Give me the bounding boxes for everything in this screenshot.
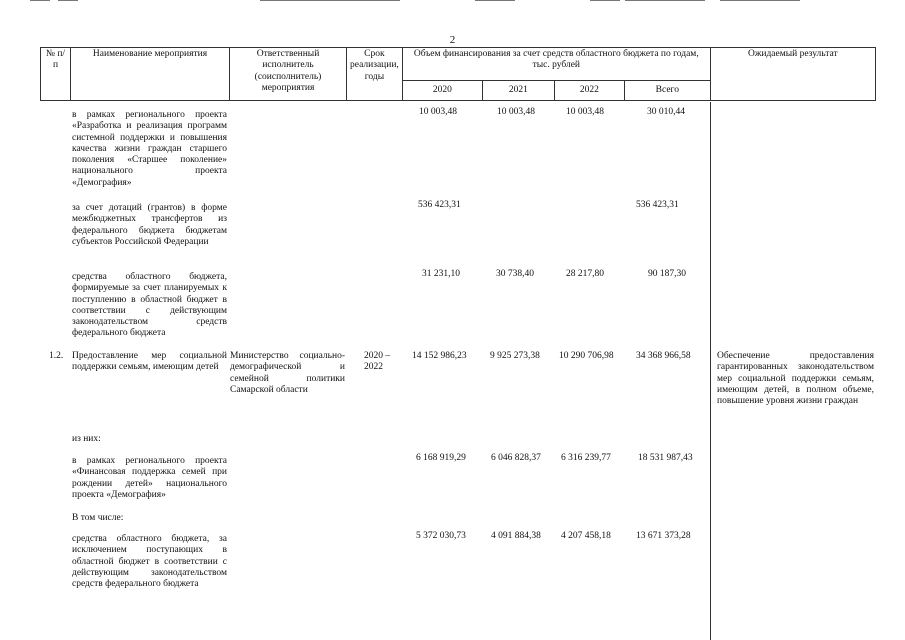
header-funding: Объем финансирования за счет средств областного бюджета по годам, тыс. рублей [402, 48, 710, 81]
table-header [40, 47, 876, 101]
row-description: средства областного бюджета, за исключением поступающих в областной бюджет в соответствии с действующим законодательством средств федерального бюджета [72, 534, 227, 590]
header-term: Срок реализации, годы [347, 48, 403, 101]
scan-mark [625, 0, 705, 1]
header-year-2022: 2022 [554, 81, 624, 101]
row-responsible: Министерство социально-демографической и семейной политики Самарской области [230, 351, 345, 395]
header-year-2020: 2020 [402, 81, 482, 101]
value-total: 30 010,44 [647, 107, 685, 117]
value-2020: 5 372 030,73 [416, 531, 466, 541]
header-result: Ожидаемый результат [710, 48, 875, 101]
row-result: Обеспечение предоставления гарантированных законодательством мер социальной поддержки семьям, имеющим детей, в полном объеме, повышение уровня жизни граждан [717, 351, 874, 407]
row-number: 1.2. [49, 351, 64, 361]
value-total: 13 671 373,28 [636, 531, 691, 541]
value-2022: 28 217,80 [566, 269, 604, 279]
header-responsible: Ответственный исполнитель (соисполнитель) мероприятия [230, 48, 347, 101]
value-2022: 6 316 239,77 [561, 453, 611, 463]
value-total: 18 531 987,43 [638, 453, 693, 463]
row-description: В том числе: [72, 513, 124, 523]
value-2021: 6 046 828,37 [491, 453, 541, 463]
value-2022: 10 290 706,98 [559, 351, 614, 361]
scan-mark [260, 0, 400, 1]
scan-mark [475, 0, 515, 1]
scan-mark [590, 0, 620, 1]
value-total: 34 368 966,58 [636, 351, 691, 361]
scan-mark [30, 0, 50, 1]
header-num: № п/п [41, 48, 71, 101]
value-total: 536 423,31 [636, 200, 679, 210]
scan-mark [720, 0, 800, 1]
header-name: Наименование мероприятия [71, 48, 230, 101]
header-year-2021: 2021 [482, 81, 554, 101]
row-description: средства областного бюджета, формируемые за счет планируемых к поступлению в областной бюджет в соответствии с действующим законодательством средств федерального бюджета [72, 272, 227, 339]
value-2020: 10 003,48 [419, 107, 457, 117]
page-number: 2 [449, 34, 456, 46]
row-description: Предоставление мер социальной поддержки семьям, имеющим детей [72, 351, 227, 373]
value-2020: 31 231,10 [422, 269, 460, 279]
header-year-total: Всего [624, 81, 710, 101]
value-2021: 4 091 884,38 [491, 531, 541, 541]
scan-mark [58, 0, 78, 1]
row-description: за счет дотаций (грантов) в форме межбюджетных трансфертов из федерального бюджета бюджетам субъектов Российской Федерации [72, 203, 227, 247]
value-2021: 10 003,48 [497, 107, 535, 117]
value-2022: 10 003,48 [566, 107, 604, 117]
value-2021: 9 925 273,38 [490, 351, 540, 361]
row-description: из них: [72, 434, 101, 444]
row-term: 2020 – 2022 [364, 351, 391, 373]
value-2020: 14 152 986,23 [412, 351, 467, 361]
column-divider [710, 102, 711, 640]
row-description: в рамках регионального проекта «Разработка и реализация программ системной поддержки и повышения качества жизни граждан старшего поколения «Старшее поколение» национального проекта «Демография» [72, 110, 227, 188]
value-2022: 4 207 458,18 [561, 531, 611, 541]
value-2021: 30 738,40 [496, 269, 534, 279]
row-description: в рамках регионального проекта «Финансовая поддержка семей при рождении детей» национального проекта «Демография» [72, 456, 227, 500]
value-2020: 6 168 919,29 [416, 453, 466, 463]
value-total: 90 187,30 [648, 269, 686, 279]
value-2020: 536 423,31 [418, 200, 461, 210]
